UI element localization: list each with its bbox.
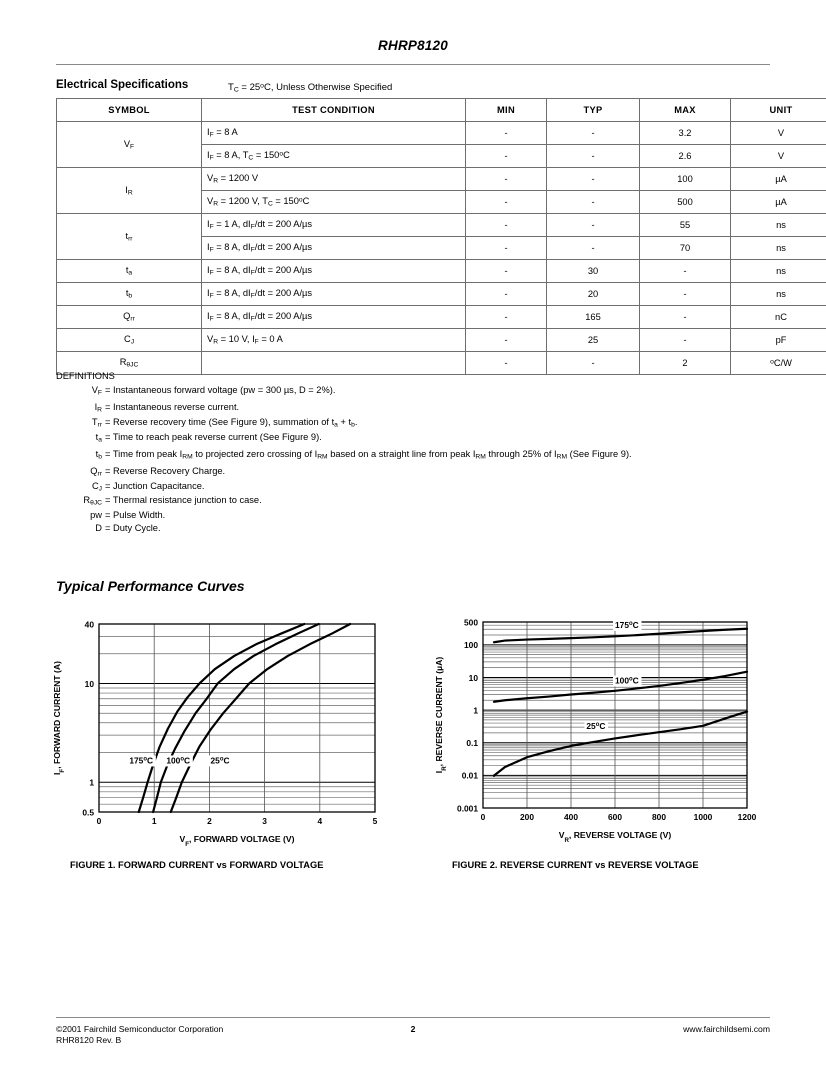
cell-min: - xyxy=(466,214,547,237)
footer-copyright: ©2001 Fairchild Semiconductor Corporation xyxy=(56,1024,224,1034)
definition-text: = Instantaneous forward voltage (pw = 300 µs, D = 2%). xyxy=(105,385,336,395)
cell-condition: $I_F = 8$ A, $dI_F/dt = 200$ A/µs xyxy=(202,283,466,306)
cell-unit: ns xyxy=(731,260,826,283)
definition-term: $t_a$ xyxy=(95,431,102,444)
svg-text:100oC: 100$^o$C xyxy=(615,675,639,686)
cell-max: 55 xyxy=(640,214,731,237)
cell-min: - xyxy=(466,306,547,329)
definition-text: = Junction Capacitance. xyxy=(105,480,205,491)
svg-text:175oC: 175$^o$C xyxy=(615,619,639,630)
table-row xyxy=(57,168,826,191)
cell-min: - xyxy=(466,237,547,260)
svg-text:2: 2 xyxy=(207,816,212,826)
svg-text:3: 3 xyxy=(262,816,267,826)
cell-max: 3.2 xyxy=(640,122,731,145)
table-row xyxy=(57,306,826,329)
definition-term: $T_{rr}$ xyxy=(91,416,102,429)
cell-typ: 20 xyxy=(547,283,640,306)
definition-term: $V_F$ xyxy=(91,385,102,397)
table-row xyxy=(57,122,826,145)
figure-2-caption: FIGURE 2. REVERSE CURRENT vs REVERSE VOLTAGE xyxy=(452,860,699,870)
definition-text: = Thermal resistance junction to case. xyxy=(105,495,262,506)
column-header-max: MAX xyxy=(640,99,731,122)
svg-text:0.01: 0.01 xyxy=(461,770,478,781)
cell-min: - xyxy=(466,168,547,191)
header-divider xyxy=(56,64,770,65)
svg-text:1000: 1000 xyxy=(693,812,713,822)
definition-text: = Pulse Width. xyxy=(105,509,166,520)
cell-condition: $I_F = 8$ A, $dI_F/dt = 200$ A/µs xyxy=(202,306,466,329)
definition-text: = Time to reach peak reverse current (See Figure 9). xyxy=(105,431,322,442)
svg-text:1: 1 xyxy=(151,816,157,826)
cell-condition xyxy=(202,352,466,375)
definition-item xyxy=(56,432,770,444)
cell-max: - xyxy=(640,260,731,283)
svg-text:1: 1 xyxy=(473,705,478,716)
figure-1-svg xyxy=(40,608,400,858)
definition-item xyxy=(56,417,770,429)
svg-text:0.1: 0.1 xyxy=(466,738,478,749)
definition-item xyxy=(56,449,770,461)
cell-max: - xyxy=(640,306,731,329)
cell-unit: $^o$C/W xyxy=(731,352,826,375)
cell-symbol: $I_R$ xyxy=(57,168,202,214)
svg-text:0: 0 xyxy=(480,812,486,822)
cell-condition: $I_F = 8$ A xyxy=(202,122,466,145)
definition-text: = Duty Cycle. xyxy=(105,522,161,533)
cell-unit: ns xyxy=(731,214,826,237)
column-header-test-condition: TEST CONDITION xyxy=(202,99,466,122)
svg-text:1: 1 xyxy=(89,777,94,788)
figure-1-caption: FIGURE 1. FORWARD CURRENT vs FORWARD VOLTAGE xyxy=(70,860,324,870)
svg-text:VF, FORWARD VOLTAGE (V): $V_F$, FORWARD VOLTAGE (V) xyxy=(179,834,295,848)
cell-min: - xyxy=(466,122,547,145)
definitions-title: DEFINITIONS xyxy=(56,371,115,381)
column-header-min: MIN xyxy=(466,99,547,122)
svg-text:0.5: 0.5 xyxy=(82,807,94,818)
cell-symbol: $t_a$ xyxy=(57,260,202,283)
cell-min: - xyxy=(466,260,547,283)
cell-unit: nC xyxy=(731,306,826,329)
typical-performance-curves-heading: Typical Performance Curves xyxy=(56,578,245,594)
cell-condition: $I_F = 8$ A, $dI_F/dt = 200$ A/µs xyxy=(202,237,466,260)
definitions-list xyxy=(56,385,770,536)
svg-text:25oC: 25$^o$C xyxy=(210,755,230,766)
definition-item xyxy=(56,385,770,397)
definition-term: $I_R$ xyxy=(94,402,102,414)
definition-term: pw xyxy=(90,509,102,520)
svg-text:1200: 1200 xyxy=(737,812,757,822)
footer-website[interactable]: www.fairchildsemi.com xyxy=(683,1024,770,1034)
table-row xyxy=(57,260,826,283)
cell-condition: $V_R = 10$ V, $I_F = 0$ A xyxy=(202,329,466,352)
svg-text:25oC: 25$^o$C xyxy=(586,721,606,732)
svg-text:175oC: 175$^o$C xyxy=(129,755,154,766)
cell-typ: - xyxy=(547,168,640,191)
cell-max: 100 xyxy=(640,168,731,191)
cell-symbol: $Q_{rr}$ xyxy=(57,306,202,329)
definition-term: $C_J$ xyxy=(91,480,102,493)
cell-typ: - xyxy=(547,122,640,145)
cell-typ: 165 xyxy=(547,306,640,329)
electrical-specifications-table xyxy=(56,98,826,375)
cell-typ: - xyxy=(547,214,640,237)
cell-condition: $I_F = 1$ A, $dI_F/dt = 200$ A/µs xyxy=(202,214,466,237)
figure-1-chart xyxy=(40,608,400,858)
cell-unit: ns xyxy=(731,283,826,306)
definition-item xyxy=(56,510,770,520)
cell-symbol: $R_{\theta JC}$ xyxy=(57,352,202,375)
svg-text:0: 0 xyxy=(96,816,102,826)
cell-min: - xyxy=(466,329,547,352)
column-header-typ: TYP xyxy=(547,99,640,122)
footer-revision: RHR8120 Rev. B xyxy=(56,1035,122,1045)
svg-text:40: 40 xyxy=(84,619,94,630)
svg-text:100: 100 xyxy=(464,640,478,651)
definition-term: $t_b$ xyxy=(95,448,102,461)
table-header-row xyxy=(57,99,826,122)
cell-condition: $I_F = 8$ A, $dI_F/dt = 200$ A/µs xyxy=(202,260,466,283)
definition-item xyxy=(56,466,770,478)
cell-symbol: $t_{rr}$ xyxy=(57,214,202,260)
svg-text:10: 10 xyxy=(468,672,478,683)
table-row xyxy=(57,283,826,306)
svg-text:600: 600 xyxy=(608,812,622,822)
cell-max: - xyxy=(640,283,731,306)
cell-condition: $V_R = 1200$ V xyxy=(202,168,466,191)
electrical-specifications-heading: Electrical Specifications xyxy=(56,79,189,91)
figure-2-svg xyxy=(420,608,790,858)
definition-term: $Q_{rr}$ xyxy=(90,465,102,478)
cell-symbol: $V_F$ xyxy=(57,122,202,168)
column-header-symbol: SYMBOL xyxy=(57,99,202,122)
column-header-unit: UNIT xyxy=(731,99,826,122)
definition-item xyxy=(56,402,770,414)
cell-max: - xyxy=(640,329,731,352)
svg-text:500: 500 xyxy=(464,617,478,628)
definition-text: = Reverse Recovery Charge. xyxy=(105,465,226,476)
cell-condition: $V_R = 1200$ V, $T_C = 150^oC$ xyxy=(202,191,466,214)
cell-unit: V xyxy=(731,145,826,168)
cell-symbol: $C_J$ xyxy=(57,329,202,352)
definition-text: = Instantaneous reverse current. xyxy=(105,402,240,413)
cell-symbol: $t_b$ xyxy=(57,283,202,306)
figure-2-chart xyxy=(420,608,790,858)
table-row xyxy=(57,214,826,237)
cell-min: - xyxy=(466,145,547,168)
cell-unit: µA xyxy=(731,168,826,191)
table-row xyxy=(57,329,826,352)
definition-item xyxy=(56,495,770,507)
definition-item xyxy=(56,481,770,493)
svg-text:0.001: 0.001 xyxy=(457,803,478,814)
table-row xyxy=(57,352,826,375)
definition-text: = Reverse recovery time (See Figure 9), summation of $t_a + t_b$. xyxy=(105,416,358,429)
cell-min: - xyxy=(466,352,547,375)
svg-text:10: 10 xyxy=(84,678,94,689)
cell-typ: - xyxy=(547,145,640,168)
cell-max: 2 xyxy=(640,352,731,375)
cell-unit: µA xyxy=(731,191,826,214)
cell-unit: ns xyxy=(731,237,826,260)
svg-text:400: 400 xyxy=(564,812,578,822)
svg-text:4: 4 xyxy=(317,816,323,826)
cell-unit: pF xyxy=(731,329,826,352)
cell-max: 2.6 xyxy=(640,145,731,168)
svg-text:IF, FORWARD CURRENT (A): $I_F$, FORWARD CURRENT (A) xyxy=(52,661,66,775)
svg-text:VR, REVERSE VOLTAGE (V): $V_R$, REVERSE VOLTAGE (V) xyxy=(558,830,672,844)
cell-min: - xyxy=(466,191,547,214)
svg-text:800: 800 xyxy=(652,812,666,822)
svg-text:100oC: 100$^o$C xyxy=(166,755,191,766)
footer-page-number: 2 xyxy=(410,1024,416,1034)
svg-text:IR, REVERSE CURRENT (µA): $I_R$, REVERSE CURRENT (µA) xyxy=(434,656,448,774)
definition-term: D xyxy=(95,522,102,533)
svg-text:200: 200 xyxy=(520,812,534,822)
cell-typ: - xyxy=(547,191,640,214)
cell-typ: 25 xyxy=(547,329,640,352)
cell-typ: 30 xyxy=(547,260,640,283)
definition-term: $R_{\theta JC}$ xyxy=(83,495,102,507)
footer-divider xyxy=(56,1017,770,1018)
cell-typ: - xyxy=(547,352,640,375)
definition-text: = Time from peak $I_{RM}$ to projected zero crossing of $I_{RM}$ based on a straight line from peak $I_{RM}$ through 25% of $I_{RM}$ (See Figure 9). xyxy=(105,448,632,461)
svg-text:5: 5 xyxy=(372,816,378,826)
page-title: RHRP8120 xyxy=(378,38,448,53)
cell-max: 500 xyxy=(640,191,731,214)
cell-max: 70 xyxy=(640,237,731,260)
cell-typ: - xyxy=(547,237,640,260)
electrical-specifications-condition: $T_C = 25^oC$, Unless Otherwise Specified xyxy=(228,82,393,94)
cell-unit: V xyxy=(731,122,826,145)
cell-min: - xyxy=(466,283,547,306)
definition-item xyxy=(56,523,770,533)
cell-condition: $I_F = 8$ A, $T_C = 150^oC$ xyxy=(202,145,466,168)
